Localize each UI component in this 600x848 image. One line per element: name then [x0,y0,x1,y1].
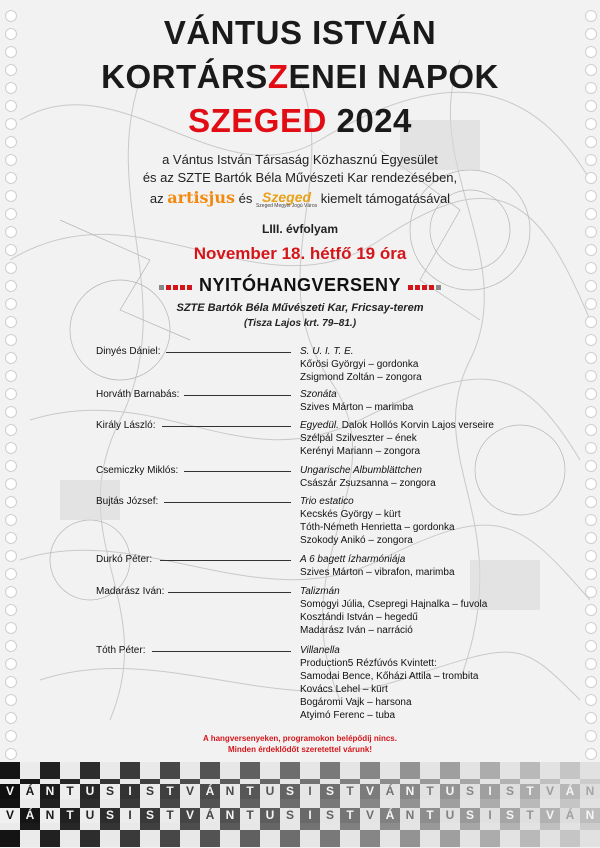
organizer-line-1: a Vántus István Társaság Közhasznú Egyesület [162,152,438,167]
performer: Atyimó Ferenc – tuba [300,710,396,721]
checker-square [540,762,560,779]
checker-square [560,830,580,847]
banner-letter: S [140,784,160,799]
banner-letter: N [400,784,420,799]
banner-letter: S [320,808,340,823]
banner-letter: Á [20,784,40,799]
performer: Kovács Lehel – kürt [300,684,388,695]
banner-letter: U [80,784,100,799]
checker-square [420,762,440,779]
banner-letter: T [340,808,360,823]
banner-row-1 [0,784,600,799]
banner-letter: Á [20,808,40,823]
checker-square [580,830,600,847]
banner-letter: V [180,808,200,823]
checker-square [300,762,320,779]
work-title: S. U. I. T. E. [300,346,354,357]
banner-letter: U [440,808,460,823]
checker-square [380,830,400,847]
checker-square [140,762,160,779]
banner-letter: N [220,784,240,799]
banner-letter: S [500,808,520,823]
title-line-3: SZEGED 2024 [188,102,412,139]
work-title: Egyedül. [300,420,339,431]
banner-letter: V [0,784,20,799]
szeged-logo: Szeged Szeged Megyei Jogú Város [255,189,318,210]
banner-letter: N [580,808,600,823]
dots-right-icon [407,276,442,297]
performer: Bogáromi Vajk – harsona [300,697,412,708]
checker-square [420,830,440,847]
banner-letter: S [100,808,120,823]
composer: Csemiczky Miklós: [96,465,179,476]
checker-square [580,762,600,779]
banner-letter: V [540,808,560,823]
checker-square [0,830,20,847]
checker-square [220,762,240,779]
banner-letter: Á [560,784,580,799]
checker-square [260,762,280,779]
banner-letter: T [520,808,540,823]
edition: LIII. évfolyam [261,222,339,236]
performer: Kosztándi István – hegedű [300,612,418,623]
checker-square [20,830,40,847]
performer: Somogyi Júlia, Csepregi Hajnalka – fuvola [300,599,488,610]
checker-square [500,830,520,847]
banner-letter: Á [200,784,220,799]
checker-square [400,762,420,779]
checker-square [480,830,500,847]
performer: Császár Zsuzsanna – zongora [300,478,436,489]
checker-square [460,762,480,779]
banner-letter: T [160,808,180,823]
checker-square [140,830,160,847]
work-title: Villanella [300,645,340,656]
checker-square [40,762,60,779]
banner-letter: T [60,808,80,823]
checker-square [260,830,280,847]
composer: Durkó Péter: [96,554,153,565]
banner-letter: U [440,784,460,799]
checker-square [80,762,100,779]
checker-square [440,762,460,779]
checker-square [80,830,100,847]
performer: Szokody Anikó – zongora [300,535,413,546]
checker-square [360,830,380,847]
composer: Horváth Barnabás: [96,389,180,400]
dots-left-icon [158,276,193,297]
banner-letter: V [540,784,560,799]
work-title: Szonáta [300,389,337,400]
performer: Kőrösi Györgyi – gordonka [300,359,419,370]
banner-letter: V [180,784,200,799]
checker-square [160,762,180,779]
performer: Szélpál Szilveszter – ének [300,433,417,444]
banner-letter: V [360,784,380,799]
checker-square [360,762,380,779]
checker-square [340,830,360,847]
title-line-2: KORTÁRSZENEI NAPOK [101,58,499,95]
notice: A hangversenyeken, programokon belépődíj nincs. Minden érdeklődőt szeretettel várunk! [203,734,397,754]
checker-square [380,762,400,779]
banner-letter: I [120,808,140,823]
concert-title: NYITÓHANGVERSENY [0,275,600,297]
banner-letter: S [460,784,480,799]
banner-letter: T [160,784,180,799]
performer: Tóth-Németh Henrietta – gordonka [300,522,455,533]
banner-letter: Á [560,808,580,823]
banner-letter: Á [200,808,220,823]
checker-square [440,830,460,847]
checker-square [320,762,340,779]
banner-letter: I [120,784,140,799]
checker-square [340,762,360,779]
banner-letter: S [280,784,300,799]
checker-square [180,762,200,779]
checker-square [20,762,40,779]
banner-letter: N [40,808,60,823]
banner-letter: S [280,808,300,823]
checker-square [60,762,80,779]
checker-square [100,830,120,847]
checker-square [100,762,120,779]
checker-square [60,830,80,847]
checker-square [540,830,560,847]
checker-square [280,762,300,779]
composer: Bujtás József: [96,496,159,507]
banner-letter: I [300,808,320,823]
banner-letter: S [460,808,480,823]
performer: Szives Márton – marimba [300,402,414,413]
banner-letter: N [40,784,60,799]
venue: SZTE Bartók Béla Művészeti Kar, Fricsay-terem [176,302,424,314]
banner-letter: S [500,784,520,799]
banner-letter: V [360,808,380,823]
checker-square [300,830,320,847]
checker-square [520,830,540,847]
event-date: November 18. hétfő 19 óra [193,244,407,263]
banner-letter: U [80,808,100,823]
checker-square [40,830,60,847]
banner-letter: U [260,784,280,799]
work-title: Talizmán [300,586,340,597]
performer: Production5 Rézfúvós Kvintett: [300,658,437,669]
checker-square [0,762,20,779]
title-line-1: VÁNTUS ISTVÁN [163,14,437,51]
checkered-banner [0,762,600,848]
banner-letter: U [260,808,280,823]
checker-square [240,762,260,779]
artisjus-logo: artisjus [167,188,235,207]
banner-letter: I [480,808,500,823]
work-title: Ungarische Albumblättchen [300,465,422,476]
work-title: A 6 bagett ízharmóniája [300,554,406,565]
banner-letter: N [400,808,420,823]
performer: Kecskés György – kürt [300,509,401,520]
performer: Zsigmond Zoltán – zongora [300,372,422,383]
performer: Madarász Iván – narráció [300,625,413,636]
performer: Kerényi Mariann – zongora [300,446,421,457]
banner-letter: I [300,784,320,799]
banner-letter: T [240,784,260,799]
checker-square [240,830,260,847]
banner-letter: Á [380,784,400,799]
checker-square [560,762,580,779]
checker-square [120,762,140,779]
venue-address: (Tisza Lajos krt. 79–81.) [243,318,357,329]
checker-square [400,830,420,847]
checker-square [200,830,220,847]
checker-square [220,830,240,847]
banner-letter: N [220,808,240,823]
composer: Madarász Iván: [96,586,165,597]
banner-letter: S [100,784,120,799]
checker-square [120,830,140,847]
checker-square [320,830,340,847]
checker-square [160,830,180,847]
composer: Tóth Péter: [96,645,146,656]
checker-square [460,830,480,847]
banner-letter: T [340,784,360,799]
banner-row-2 [0,808,600,823]
performer: Samodai Bence, Kőházi Attila – trombita [300,671,479,682]
composer: Király László: [96,420,156,431]
checker-square [280,830,300,847]
checker-square [180,830,200,847]
organizer-line-3: az artisjus és Szeged Szeged Megyei Jogú Város kiemelt támogatásával [149,188,451,210]
banner-letter: S [140,808,160,823]
banner-letter: I [480,784,500,799]
banner-letter: T [240,808,260,823]
banner-letter: S [320,784,340,799]
work-title: Trio estatico [300,496,354,507]
checker-square [500,762,520,779]
banner-letter: T [420,808,440,823]
checker-square [200,762,220,779]
banner-letter: T [520,784,540,799]
banner-letter: T [420,784,440,799]
performer: Szives Márton – vibrafon, marimba [300,567,455,578]
composer: Dinyés Dániel: [96,346,161,357]
work-subtitle: Dalok Hollós Korvin Lajos verseire [341,420,494,431]
organizer-line-2: és az SZTE Bartók Béla Művészeti Kar rendezésében, [142,170,458,185]
banner-letter: Á [380,808,400,823]
banner-letter: V [0,808,20,823]
banner-letter: T [60,784,80,799]
checker-square [520,762,540,779]
checker-square [480,762,500,779]
banner-letter: N [580,784,600,799]
